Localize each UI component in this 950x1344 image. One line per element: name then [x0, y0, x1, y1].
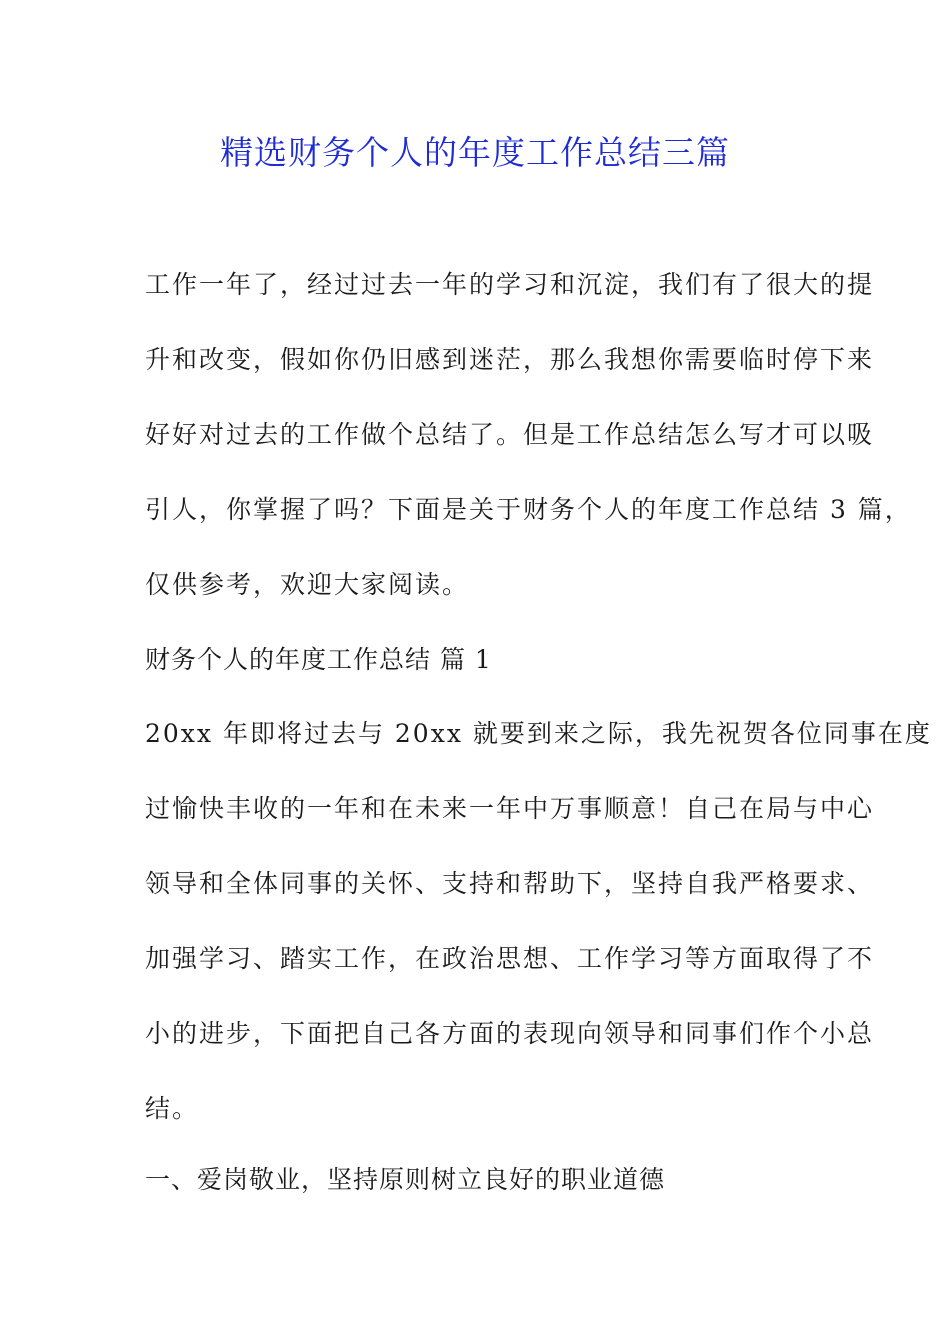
body-line: 结。 [145, 1094, 200, 1123]
document-title: 精选财务个人的年度工作总结三篇 [220, 133, 730, 172]
body-line: 小的进步，下面把自己各方面的表现向领导和同事们作个小总 [145, 1019, 875, 1048]
section-heading: 财务个人的年度工作总结 篇 1 [145, 645, 492, 674]
body-line: 过愉快丰收的一年和在未来一年中万事顺意！自己在局与中心 [145, 794, 875, 823]
intro-line: 升和改变，假如你仍旧感到迷茫，那么我想你需要临时停下来 [145, 345, 875, 374]
body-line: 20xx 年即将过去与 20xx 就要到来之际，我先祝贺各位同事在度 [145, 719, 932, 748]
intro-line: 引人，你掌握了吗？下面是关于财务个人的年度工作总结 3 篇， [145, 495, 912, 524]
body-paragraph [145, 696, 932, 1146]
body-line: 领导和全体同事的关怀、支持和帮助下，坚持自我严格要求、 [145, 869, 875, 898]
subsection-heading: 一、爱岗敬业，坚持原则树立良好的职业道德 [145, 1165, 666, 1194]
intro-paragraph [145, 247, 912, 622]
intro-line: 仅供参考，欢迎大家阅读。 [145, 570, 470, 599]
body-line: 加强学习、踏实工作，在政治思想、工作学习等方面取得了不 [145, 944, 875, 973]
intro-line: 好好对过去的工作做个总结了。但是工作总结怎么写才可以吸 [145, 420, 875, 449]
intro-line: 工作一年了，经过过去一年的学习和沉淀，我们有了很大的提 [145, 270, 875, 299]
